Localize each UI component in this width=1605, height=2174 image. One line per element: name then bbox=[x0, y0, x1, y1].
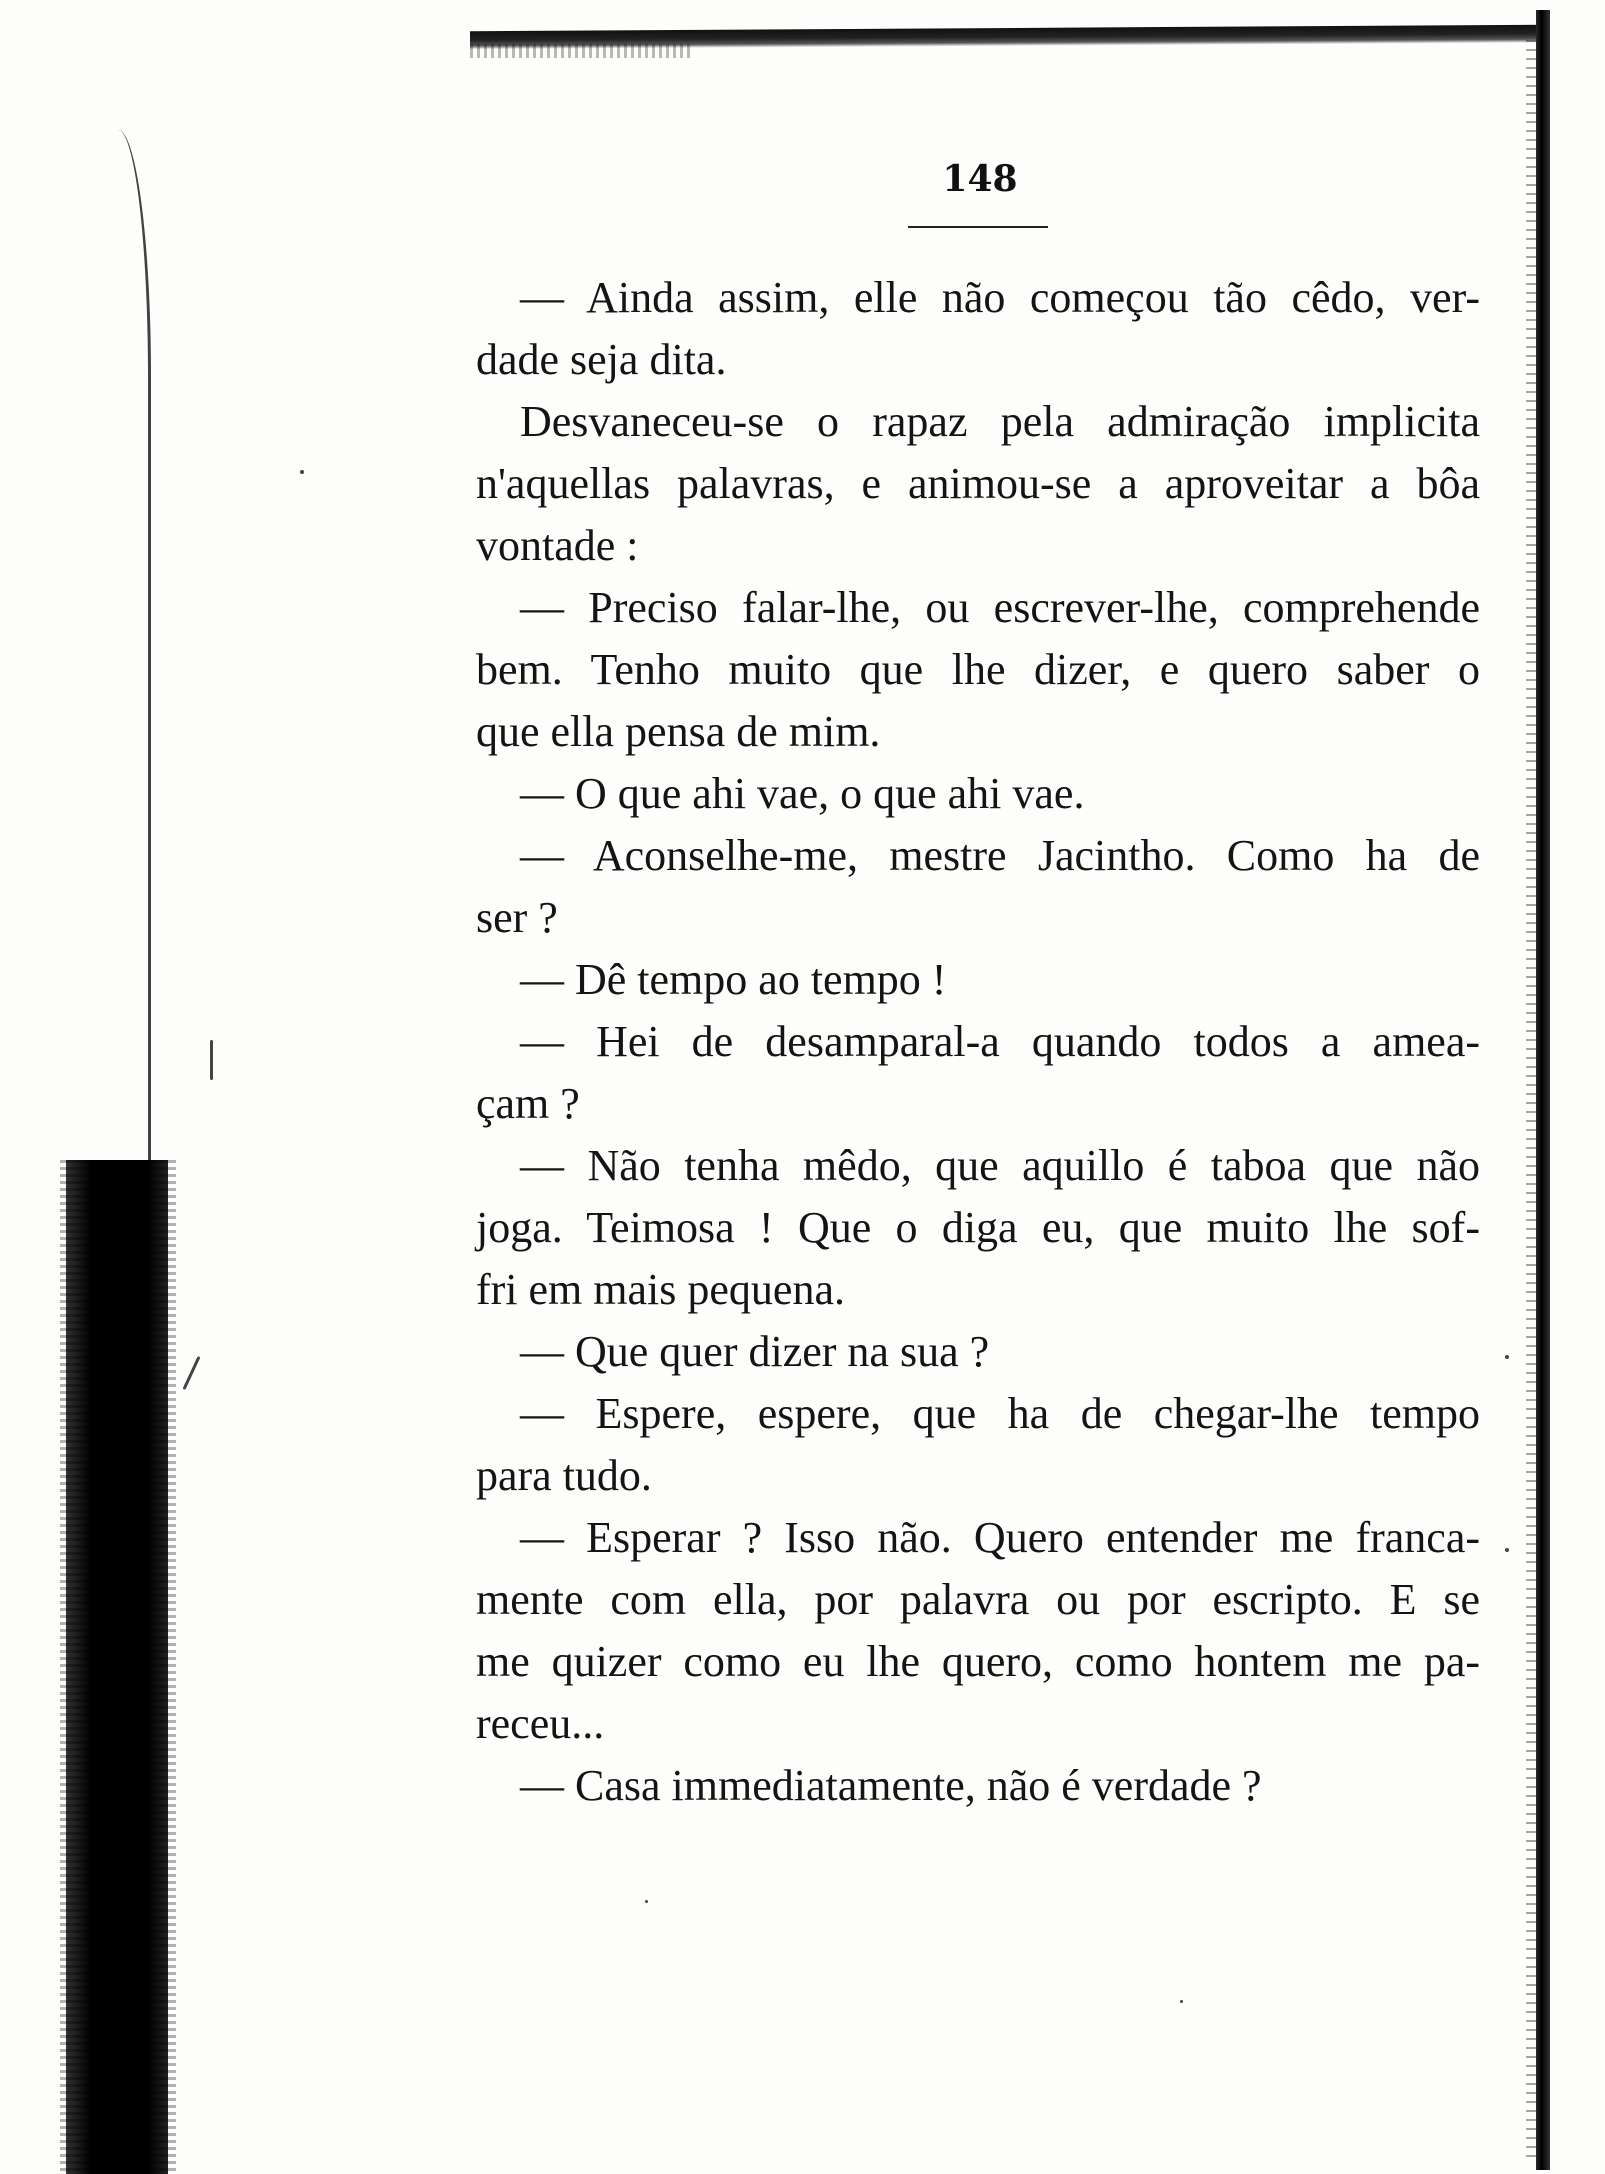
scan-speck bbox=[1505, 1548, 1509, 1552]
text-line: ser ? bbox=[476, 893, 558, 942]
scan-right-edge bbox=[1536, 10, 1550, 2170]
page-number: 148 bbox=[942, 158, 1018, 200]
text-line: bem. Tenho muito que lhe dizer, e quero saber o bbox=[476, 645, 1480, 694]
scan-speck bbox=[645, 1900, 648, 1903]
scan-right-edge-noise bbox=[1526, 40, 1536, 2160]
text-line: — Espere, espere, que ha de chegar-lhe tempo bbox=[520, 1389, 1480, 1438]
text-line: para tudo. bbox=[476, 1451, 652, 1500]
text-line: — Hei de desamparal-a quando todos a amea- bbox=[520, 1017, 1480, 1066]
text-line: dade seja dita. bbox=[476, 335, 727, 384]
text-line: — Que quer dizer na sua ? bbox=[520, 1327, 990, 1376]
text-line: — Dê tempo ao tempo ! bbox=[520, 955, 947, 1004]
text-line: que ella pensa de mim. bbox=[476, 707, 881, 756]
text-line: — O que ahi vae, o que ahi vae. bbox=[520, 769, 1085, 818]
text-line: vontade : bbox=[476, 521, 639, 570]
text-line: fri em mais pequena. bbox=[476, 1265, 845, 1314]
text-line: — Casa immediatamente, não é verdade ? bbox=[520, 1761, 1262, 1810]
text-line: Desvaneceu-se o rapaz pela admiração implicita bbox=[520, 397, 1480, 446]
scan-speck bbox=[1505, 1355, 1509, 1359]
text-line: çam ? bbox=[476, 1079, 580, 1128]
scan-speck bbox=[1180, 2000, 1183, 2003]
text-line: — Preciso falar-lhe, ou escrever-lhe, comprehende bbox=[520, 583, 1480, 632]
text-line: — Aconselhe-me, mestre Jacintho. Como ha de bbox=[520, 831, 1480, 880]
text-line: me quizer como eu lhe quero, como hontem me pa- bbox=[476, 1637, 1480, 1686]
scan-speck bbox=[183, 1356, 201, 1390]
scan-speck bbox=[300, 470, 304, 474]
scan-speck bbox=[210, 1040, 213, 1080]
text-line: — Esperar ? Isso não. Quero entender me franca- bbox=[520, 1513, 1480, 1562]
text-line: n'aquellas palavras, e animou-se a aproveitar a bôa bbox=[476, 459, 1480, 508]
header-rule bbox=[908, 226, 1048, 228]
text-line: joga. Teimosa ! Que o diga eu, que muito lhe sof- bbox=[476, 1203, 1480, 1252]
text-line: mente com ella, por palavra ou por escripto. E se bbox=[476, 1575, 1480, 1624]
text-line: receu... bbox=[476, 1699, 605, 1748]
scan-top-edge-shadow bbox=[470, 44, 690, 58]
scan-left-binding-fringe bbox=[60, 1160, 176, 2174]
text-line: — Não tenha mêdo, que aquillo é taboa que não bbox=[520, 1141, 1480, 1190]
text-line: — Ainda assim, elle não começou tão cêdo, ver- bbox=[520, 273, 1480, 322]
